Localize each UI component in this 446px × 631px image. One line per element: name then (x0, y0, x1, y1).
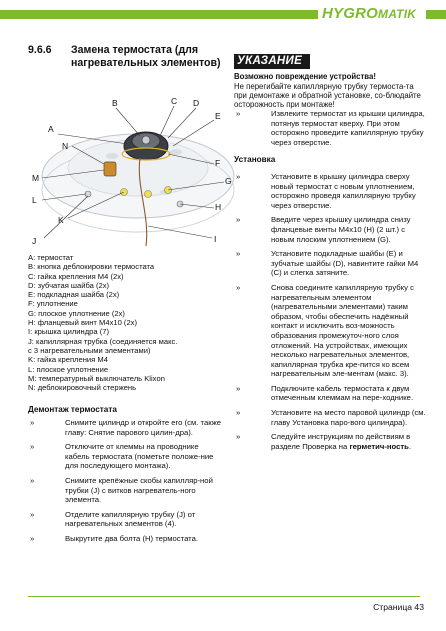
page-number: Страница 43 (373, 602, 424, 612)
bullet-marker: » (236, 383, 241, 393)
list-item: » Следуйте инструкциям по действиям в разделе Проверка на герметич-ность. (236, 432, 412, 451)
legend-item: M: температурный выключатель Klixon (28, 373, 165, 383)
legend-item: G: плоское уплотнение (2x) (28, 308, 125, 318)
diagram-label-g: G (225, 176, 232, 186)
nut-m4-2 (145, 191, 152, 198)
list-item: » Снимите цилиндр и откройте его (см. также главу: Снятие парового цилин-дра). (30, 418, 222, 437)
warning-heading: Возможно повреждение устройства! (234, 72, 376, 81)
bullet-marker: » (30, 418, 35, 427)
legend-item: I: крышка цилиндра (7) (28, 327, 109, 337)
thermostat-button (142, 136, 150, 144)
section-title-text: Замена термостата (для нагревательных элементов) (71, 44, 221, 69)
logo-main: HYGRO (322, 5, 379, 22)
legend-item: C: гайка крепления M4 (2x) (28, 271, 124, 281)
bullet-marker: » (236, 408, 241, 418)
legend-item: K: гайка крепления M4 (28, 355, 108, 365)
legend-item: F: уплотнение (28, 299, 78, 309)
list-item: » Отделите капиллярную трубку (J) от нагревательных элементов (4). (30, 509, 196, 529)
diagram-label-f: F (215, 158, 221, 168)
list-item: » Установите в крышку цилиндра сверху новый термостат с новым уплотнением, осторожно проведя капиллярную трубку через отверстие. (236, 172, 416, 210)
legend-item: A: термостат (28, 253, 74, 262)
bullet-marker: » (30, 442, 35, 452)
warning-label: УКАЗАНИЕ (237, 55, 303, 67)
header-bar (0, 0, 446, 28)
legend-item: N: деблокировочный стержень (28, 383, 137, 393)
diagram-label-e: E (215, 111, 221, 121)
legend-item: J: капиллярная трубка (соединяется макс. (28, 336, 178, 346)
list-item: » Снова соедините капиллярную трубку с нагревательным элементом (нагревательными элементами) таким образом, чтобы обеспечить надёжный контакт и исключить воз-можность образования промежуточ-ного слоя отложений. На устройствах, имеющих несколько нагревательных элементов, капиллярная трубка кре-пится ко всем нагревательным эле-ментам (макс. 3). (236, 282, 414, 379)
list-item: » Установите подкладные шайбы (E) и зубчатые шайбы (D), навинтите гайки M4 (C) и слегка затяните. (236, 249, 419, 278)
diagram-label-m: M (32, 173, 40, 183)
list-item: » Снимите крепёжные скобы капилляр-ной трубки (J) с витков нагреватель-ного элемента. (30, 475, 213, 505)
section-number: 9.6.6 (28, 44, 52, 56)
diagram-label-i: I (214, 234, 217, 244)
bullet-marker: » (236, 432, 241, 442)
brand-logo (318, 4, 426, 25)
legend-item: E: подкладная шайба (2x) (28, 290, 120, 300)
parts-legend (28, 253, 233, 392)
thermostat-diagram (28, 86, 242, 248)
bullet-marker: » (30, 533, 35, 543)
diagram-label-k: K (58, 215, 64, 225)
bullet-marker: » (30, 509, 35, 519)
warning-badge (234, 54, 310, 69)
cylinder-lid-hole-1 (106, 153, 118, 159)
install-heading: Установка (234, 155, 276, 164)
dismantle-steps (28, 418, 224, 549)
bullet-marker: » (30, 475, 35, 485)
diagram-label-d: D (193, 98, 200, 108)
footer-rule (28, 596, 420, 597)
list-item: » Установите на место паровой цилиндр (см. главу Установка паро-вого цилиндра). (236, 408, 426, 427)
bold-term: герметич-ность (349, 441, 409, 451)
diagram-label-c: C (171, 96, 178, 106)
list-item: » Введите через крышку цилиндра снизу фланцевые винты M4x10 (H) (2 шт.) с новым плоским уплотнением (G). (236, 215, 411, 244)
bullet-marker: » (236, 282, 241, 292)
bullet-marker: » (236, 249, 241, 259)
dismantle-heading: Демонтаж термостата (28, 405, 117, 414)
diagram-label-n: N (62, 141, 69, 151)
legend-item: D: зубчатая шайба (2x) (28, 280, 110, 290)
bullet-marker: » (236, 109, 241, 118)
legend-item: H: фланцевый винт M4x10 (2x) (28, 318, 138, 328)
diagram-label-b: B (112, 98, 118, 108)
install-steps (234, 172, 426, 456)
cylinder-lid-hole-2 (170, 149, 182, 155)
list-item: » Подключите кабель термостата к двум отмеченным клеммам на пере-ходнике. (236, 383, 414, 403)
list-item: » Извлеките термостат из крышки цилиндра, потянув термостат кверху. При этом осторожно проведите капиллярную трубку через отверстие. (236, 109, 425, 147)
warning-text: Не перегибайте капиллярную трубку термоста-та при демонтаже и обратной установке, со-блюдайте осторожность при монтаже! (234, 81, 421, 110)
legend-item: с 3 нагревательными элементами) (28, 345, 151, 355)
logo-sub: MATIK (378, 7, 417, 21)
klixon-switch (104, 162, 116, 176)
list-item: » Выкрутите два болта (H) термостата. (30, 533, 199, 543)
legend-item: L: плоское уплотнение (28, 364, 109, 374)
bullet-marker: » (236, 215, 241, 225)
diagram-label-j: J (32, 236, 37, 246)
bullet-marker: » (236, 172, 241, 181)
diagram-label-h: H (215, 202, 222, 212)
diagram-label-a: A (48, 124, 54, 134)
diagram-label-l: L (32, 195, 37, 205)
legend-item: B: кнопка деблокировки термостата (28, 262, 155, 272)
warning-steps (234, 109, 426, 152)
list-item: » Отключите от клеммы на проводнике кабель термостата (пометьте положе-ние для последующего монтажа). (30, 442, 214, 471)
